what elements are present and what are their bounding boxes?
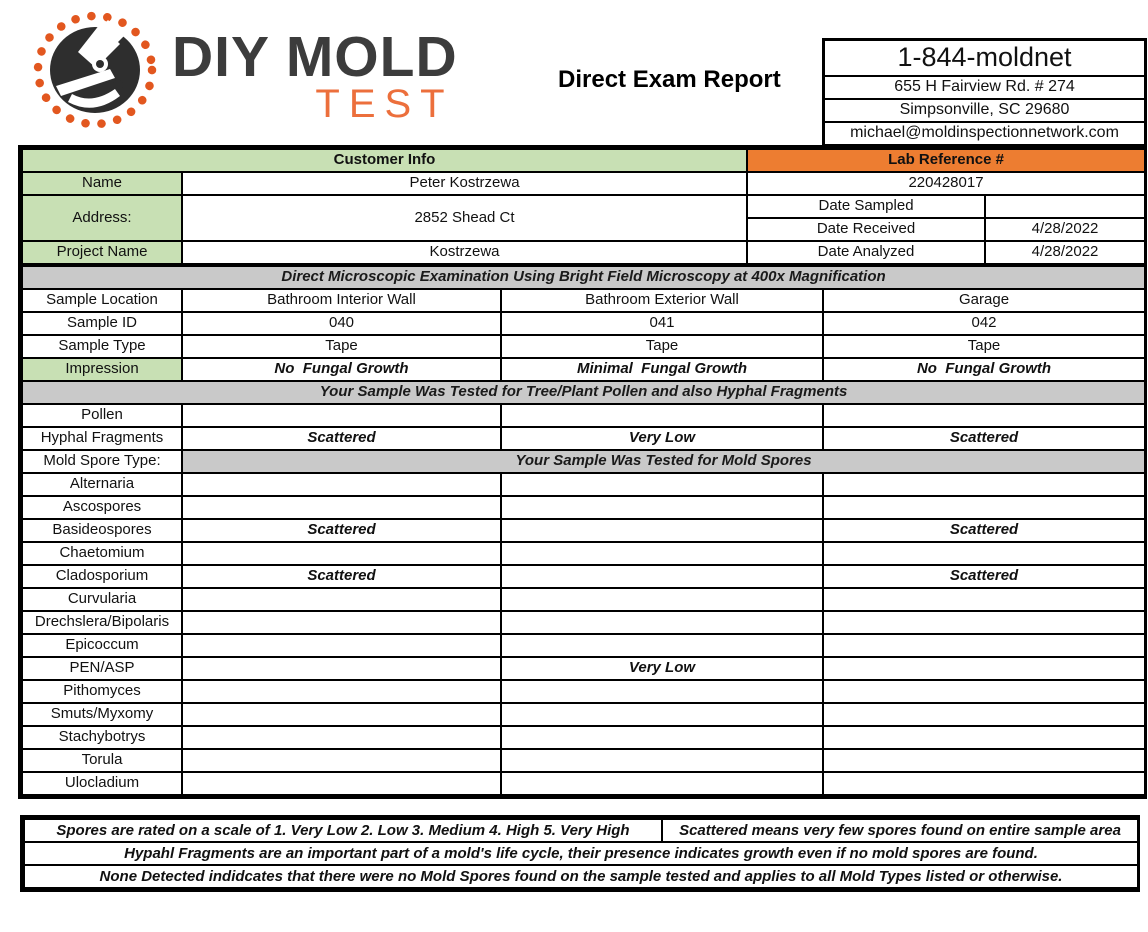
customer-info-table — [21, 148, 1146, 265]
mold-row-label: Smuts/Myxomy — [22, 703, 182, 726]
microscopy-banner: Direct Microscopic Examination Using Bright Field Microscopy at 400x Magnification — [22, 266, 1145, 289]
mold-row-value — [182, 496, 501, 519]
mold-row-value — [182, 473, 501, 496]
mold-row — [22, 542, 1145, 565]
mold-row-value — [823, 611, 1145, 634]
mold-row-value — [182, 634, 501, 657]
contact-email-row — [824, 122, 1146, 146]
mold-row-value — [182, 588, 501, 611]
mold-row-value — [823, 680, 1145, 703]
mold-row-label: Ulocladium — [22, 772, 182, 795]
mold-row-value — [823, 657, 1145, 680]
mold-row-value — [501, 519, 823, 542]
mold-row-value — [823, 473, 1145, 496]
footnote-scale: Spores are rated on a scale of 1. Very Low 2. Low 3. Medium 4. High 5. Very High — [24, 819, 662, 842]
mold-row — [22, 772, 1145, 795]
hyphal-fragments-value: Scattered — [823, 427, 1145, 450]
mold-row-value: Very Low — [501, 657, 823, 680]
mold-row-value — [501, 680, 823, 703]
mold-row-value — [823, 634, 1145, 657]
address-label: Address: — [22, 195, 182, 241]
impression-value: Minimal Fungal Growth — [501, 358, 823, 381]
sample-type-label: Sample Type — [22, 335, 182, 358]
mold-row-value — [182, 611, 501, 634]
mold-row-value — [182, 772, 501, 795]
mold-row-value — [823, 542, 1145, 565]
date-analyzed-value: 4/28/2022 — [985, 241, 1145, 264]
mold-row-value — [501, 611, 823, 634]
contact-phone: 1-844-moldnet — [824, 40, 1146, 76]
microscope-logo-icon — [30, 8, 160, 137]
customer-name-value: Peter Kostrzewa — [182, 172, 747, 195]
mold-row — [22, 634, 1145, 657]
contact-city-row — [824, 99, 1146, 122]
mold-row-label: Chaetomium — [22, 542, 182, 565]
mold-row-value — [823, 703, 1145, 726]
mold-row-value — [823, 749, 1145, 772]
mold-row — [22, 726, 1145, 749]
report-header — [0, 0, 1148, 145]
contact-phone-row — [824, 40, 1146, 76]
mold-row-value: Scattered — [182, 519, 501, 542]
contact-email: michael@moldinspectionnetwork.com — [824, 122, 1146, 146]
mold-row-value — [501, 588, 823, 611]
sample-id-value: 042 — [823, 312, 1145, 335]
contact-address-line1: 655 H Fairview Rd. # 274 — [824, 76, 1146, 99]
mold-row-label: Alternaria — [22, 473, 182, 496]
footnote-hyphal: Hypahl Fragments are an important part of a mold's life cycle, their presence indicates growth even if no mold spores are found. — [24, 842, 1138, 865]
mold-row-label: Cladosporium — [22, 565, 182, 588]
footnote-scattered: Scattered means very few spores found on entire sample area — [662, 819, 1138, 842]
sample-results-table — [21, 265, 1146, 796]
impression-label: Impression — [22, 358, 182, 381]
mold-row — [22, 657, 1145, 680]
date-received-value: 4/28/2022 — [985, 218, 1145, 241]
lab-reference-header: Lab Reference # — [747, 149, 1145, 172]
contact-info-box — [822, 38, 1147, 147]
mold-row-value — [501, 565, 823, 588]
mold-row-value — [823, 772, 1145, 795]
customer-address-value: 2852 Shead Ct — [182, 195, 747, 241]
mold-row-value — [501, 542, 823, 565]
logo-wordmark-line1: DIY MOLD — [172, 25, 458, 89]
pollen-test-banner: Your Sample Was Tested for Tree/Plant Pollen and also Hyphal Fragments — [22, 381, 1145, 404]
mold-row-value — [182, 749, 501, 772]
sample-location-value: Bathroom Exterior Wall — [501, 289, 823, 312]
mold-row-label: Ascospores — [22, 496, 182, 519]
date-sampled-label: Date Sampled — [747, 195, 985, 218]
project-name-value: Kostrzewa — [182, 241, 747, 264]
sample-location-value: Bathroom Interior Wall — [182, 289, 501, 312]
sample-id-value: 041 — [501, 312, 823, 335]
footnotes-section — [20, 815, 1140, 892]
mold-row-value — [823, 726, 1145, 749]
pollen-value — [182, 404, 501, 427]
name-label: Name — [22, 172, 182, 195]
date-sampled-value — [985, 195, 1145, 218]
impression-value: No Fungal Growth — [823, 358, 1145, 381]
hyphal-fragments-label: Hyphal Fragments — [22, 427, 182, 450]
lab-reference-value: 220428017 — [747, 172, 1145, 195]
mold-spore-type-label: Mold Spore Type: — [22, 450, 182, 473]
pollen-value — [501, 404, 823, 427]
logo-wordmark-line2: TEST — [315, 82, 454, 127]
footnotes-table — [23, 818, 1139, 889]
contact-address-row — [824, 76, 1146, 99]
mold-row — [22, 473, 1145, 496]
mold-row — [22, 496, 1145, 519]
sample-type-value: Tape — [182, 335, 501, 358]
pollen-value — [823, 404, 1145, 427]
impression-value: No Fungal Growth — [182, 358, 501, 381]
spore-test-banner: Your Sample Was Tested for Mold Spores — [182, 450, 1145, 473]
mold-row — [22, 519, 1145, 542]
mold-row — [22, 680, 1145, 703]
mold-row-value: Scattered — [823, 565, 1145, 588]
mold-row-label: Torula — [22, 749, 182, 772]
sample-id-value: 040 — [182, 312, 501, 335]
report-body — [18, 145, 1147, 799]
mold-row-value — [182, 542, 501, 565]
diy-mold-test-logo — [30, 8, 458, 137]
mold-row-label: Curvularia — [22, 588, 182, 611]
mold-row-label: Drechslera/Bipolaris — [22, 611, 182, 634]
mold-row-label: Stachybotrys — [22, 726, 182, 749]
mold-row-value — [182, 680, 501, 703]
contact-address-line2: Simpsonville, SC 29680 — [824, 99, 1146, 122]
mold-row-value — [501, 473, 823, 496]
hyphal-fragments-value: Very Low — [501, 427, 823, 450]
logo-wordmark — [172, 25, 458, 127]
mold-row-value — [182, 726, 501, 749]
mold-row — [22, 611, 1145, 634]
mold-row-value — [182, 703, 501, 726]
mold-row-value — [501, 726, 823, 749]
mold-row-value — [501, 634, 823, 657]
mold-row-value: Scattered — [182, 565, 501, 588]
footnote-none-detected: None Detected indidcates that there were no Mold Spores found on the sample tested and applies to all Mold Types listed or otherwise. — [24, 865, 1138, 888]
pollen-label: Pollen — [22, 404, 182, 427]
mold-row-value — [182, 657, 501, 680]
customer-info-header: Customer Info — [22, 149, 747, 172]
date-received-label: Date Received — [747, 218, 985, 241]
mold-row-value — [501, 772, 823, 795]
mold-row-value — [823, 588, 1145, 611]
mold-row-value — [823, 496, 1145, 519]
sample-type-value: Tape — [823, 335, 1145, 358]
mold-row-value — [501, 496, 823, 519]
mold-row-label: Pithomyces — [22, 680, 182, 703]
mold-row-value: Scattered — [823, 519, 1145, 542]
mold-row-label: Epicoccum — [22, 634, 182, 657]
page-title: Direct Exam Report — [558, 66, 781, 93]
mold-row — [22, 749, 1145, 772]
mold-row-value — [501, 749, 823, 772]
project-name-label: Project Name — [22, 241, 182, 264]
mold-row-label: PEN/ASP — [22, 657, 182, 680]
sample-location-label: Sample Location — [22, 289, 182, 312]
date-analyzed-label: Date Analyzed — [747, 241, 985, 264]
sample-location-value: Garage — [823, 289, 1145, 312]
sample-type-value: Tape — [501, 335, 823, 358]
mold-row-label: Basideospores — [22, 519, 182, 542]
hyphal-fragments-value: Scattered — [182, 427, 501, 450]
mold-row — [22, 565, 1145, 588]
mold-row — [22, 703, 1145, 726]
sample-id-label: Sample ID — [22, 312, 182, 335]
mold-row-value — [501, 703, 823, 726]
mold-row — [22, 588, 1145, 611]
